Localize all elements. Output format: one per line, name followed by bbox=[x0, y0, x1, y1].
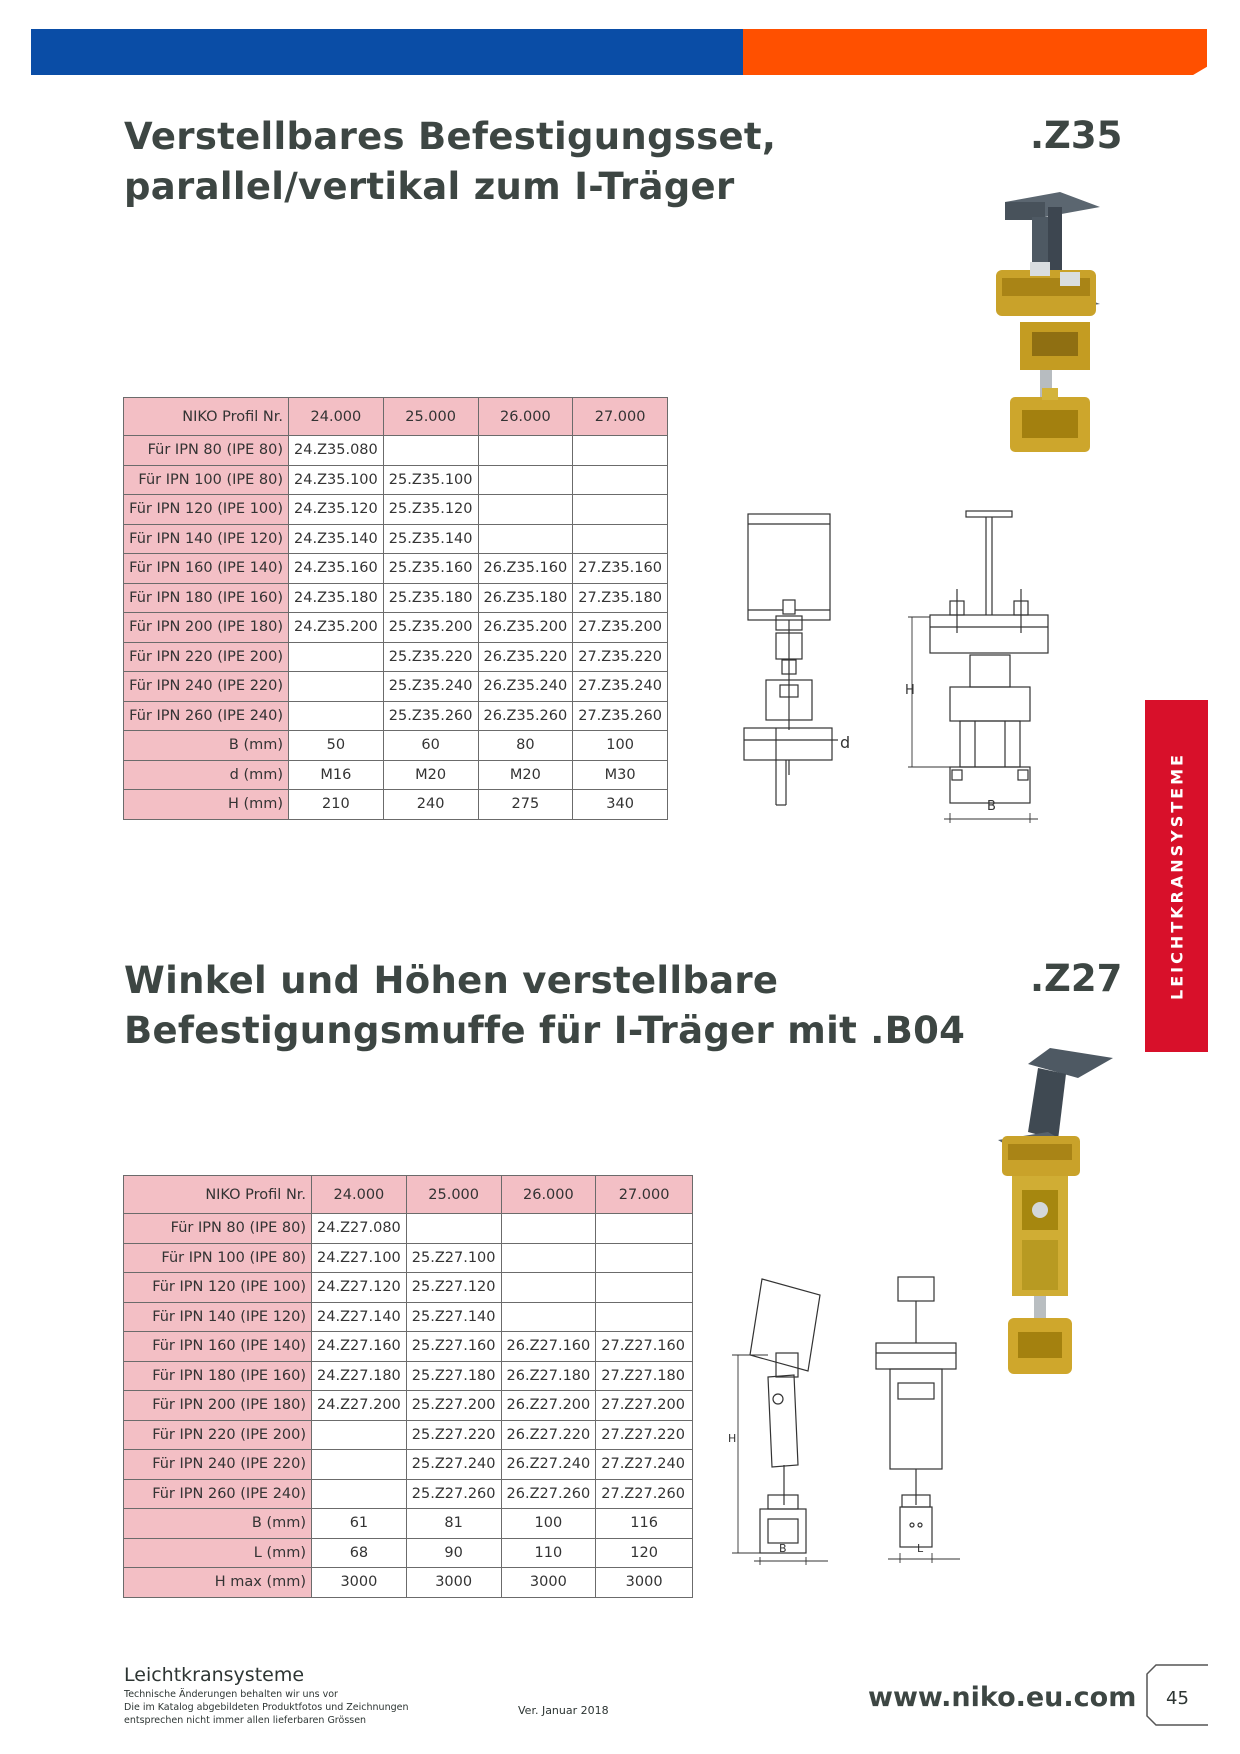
table-cell: 240 bbox=[383, 790, 478, 820]
row-label: Für IPN 260 (IPE 240) bbox=[124, 1479, 312, 1509]
table-cell: 25.Z27.160 bbox=[406, 1332, 501, 1362]
table-cell bbox=[406, 1214, 501, 1244]
table-cell: 26.Z35.160 bbox=[478, 554, 573, 584]
table-row bbox=[124, 583, 668, 613]
table-cell: 24.Z35.120 bbox=[289, 495, 384, 525]
header-band-orange bbox=[743, 29, 1207, 75]
footer-website-link[interactable]: www.niko.eu.com bbox=[868, 1682, 1137, 1713]
section1-title-line2: parallel/vertikal zum I-Träger bbox=[124, 165, 735, 208]
row-label: Für IPN 180 (IPE 160) bbox=[124, 583, 289, 613]
sidebar-tab bbox=[1145, 700, 1208, 1052]
table-cell: 27.Z35.160 bbox=[573, 554, 668, 584]
row-label: Für IPN 200 (IPE 180) bbox=[124, 1391, 312, 1421]
table-cell bbox=[289, 672, 384, 702]
drawing-label-b: B bbox=[987, 799, 996, 814]
drawing-z27-side bbox=[728, 1275, 838, 1565]
table-cell: 116 bbox=[596, 1509, 693, 1539]
table-row bbox=[124, 1332, 693, 1362]
table-cell: 26.Z27.240 bbox=[501, 1450, 596, 1480]
table-row bbox=[124, 436, 668, 466]
table-dim-row bbox=[124, 1538, 693, 1568]
table-cell bbox=[383, 436, 478, 466]
drawing-z35-side bbox=[740, 510, 855, 810]
row-label: Für IPN 160 (IPE 140) bbox=[124, 1332, 312, 1362]
table-cell: 26.Z27.200 bbox=[501, 1391, 596, 1421]
table-cell: 24.Z35.140 bbox=[289, 524, 384, 554]
section1-title bbox=[124, 112, 776, 212]
table-dim-row bbox=[124, 1509, 693, 1539]
table-cell: 27.Z27.260 bbox=[596, 1479, 693, 1509]
table-cell bbox=[478, 436, 573, 466]
footer-title: Leichtkransysteme bbox=[124, 1664, 305, 1686]
table-cell bbox=[501, 1214, 596, 1244]
table-cell: 26.000 bbox=[501, 1176, 596, 1214]
table-cell: 25.Z27.180 bbox=[406, 1361, 501, 1391]
row-label: Für IPN 200 (IPE 180) bbox=[124, 613, 289, 643]
row-label: Für IPN 240 (IPE 220) bbox=[124, 672, 289, 702]
row-label: H (mm) bbox=[124, 790, 289, 820]
table-cell: 3000 bbox=[312, 1568, 407, 1598]
table-cell: 81 bbox=[406, 1509, 501, 1539]
table-cell: 27.000 bbox=[596, 1176, 693, 1214]
table-cell: 26.Z35.260 bbox=[478, 701, 573, 731]
table-cell bbox=[596, 1302, 693, 1332]
table-cell bbox=[573, 524, 668, 554]
table-cell: 25.Z35.240 bbox=[383, 672, 478, 702]
table-cell: 26.000 bbox=[478, 398, 573, 436]
table-cell: 24.Z35.180 bbox=[289, 583, 384, 613]
table-cell: 25.Z35.200 bbox=[383, 613, 478, 643]
table-cell bbox=[312, 1420, 407, 1450]
sidebar-label: LEICHTKRANSYSTEME bbox=[1167, 752, 1186, 1000]
row-label: Für IPN 220 (IPE 200) bbox=[124, 642, 289, 672]
row-label: NIKO Profil Nr. bbox=[124, 1176, 312, 1214]
table-cell: 24.Z27.200 bbox=[312, 1391, 407, 1421]
row-label: B (mm) bbox=[124, 1509, 312, 1539]
table-row bbox=[124, 1391, 693, 1421]
row-label: Für IPN 160 (IPE 140) bbox=[124, 554, 289, 584]
table-cell: 26.Z27.180 bbox=[501, 1361, 596, 1391]
table-row bbox=[124, 1479, 693, 1509]
table-cell: 27.Z27.160 bbox=[596, 1332, 693, 1362]
table-cell bbox=[289, 642, 384, 672]
table-cell: 27.000 bbox=[573, 398, 668, 436]
table-cell: 25.Z27.120 bbox=[406, 1273, 501, 1303]
table-cell bbox=[596, 1214, 693, 1244]
table-cell: 24.Z27.160 bbox=[312, 1332, 407, 1362]
section1-title-line1: Verstellbares Befestigungsset, bbox=[124, 115, 777, 158]
table-cell: 210 bbox=[289, 790, 384, 820]
table-cell: 27.Z35.180 bbox=[573, 583, 668, 613]
row-label: Für IPN 240 (IPE 220) bbox=[124, 1450, 312, 1480]
product-photo-z27 bbox=[988, 1040, 1113, 1380]
section2-code: .Z27 bbox=[1030, 957, 1123, 1000]
table-row bbox=[124, 613, 668, 643]
row-label: d (mm) bbox=[124, 760, 289, 790]
table-cell bbox=[478, 495, 573, 525]
table-cell: 120 bbox=[596, 1538, 693, 1568]
product-photo-z35 bbox=[990, 192, 1110, 467]
table-cell bbox=[501, 1243, 596, 1273]
table-cell: M16 bbox=[289, 760, 384, 790]
table-row bbox=[124, 1273, 693, 1303]
table-cell: 25.Z27.240 bbox=[406, 1450, 501, 1480]
table-cell: 27.Z35.220 bbox=[573, 642, 668, 672]
table-cell: 25.Z35.160 bbox=[383, 554, 478, 584]
table-cell: 24.Z27.080 bbox=[312, 1214, 407, 1244]
table-header-row bbox=[124, 398, 668, 436]
row-label: Für IPN 80 (IPE 80) bbox=[124, 436, 289, 466]
table-cell: 24.000 bbox=[312, 1176, 407, 1214]
table-cell bbox=[478, 524, 573, 554]
table-cell: 60 bbox=[383, 731, 478, 761]
table-cell: 24.Z35.100 bbox=[289, 465, 384, 495]
table-cell: 50 bbox=[289, 731, 384, 761]
table-cell: 3000 bbox=[501, 1568, 596, 1598]
table-cell: M30 bbox=[573, 760, 668, 790]
table-row bbox=[124, 1361, 693, 1391]
row-label: Für IPN 100 (IPE 80) bbox=[124, 465, 289, 495]
table-cell: 25.000 bbox=[383, 398, 478, 436]
table-cell: 27.Z27.200 bbox=[596, 1391, 693, 1421]
table-cell: 24.Z27.120 bbox=[312, 1273, 407, 1303]
row-label: Für IPN 140 (IPE 120) bbox=[124, 1302, 312, 1332]
table-cell: 26.Z35.180 bbox=[478, 583, 573, 613]
table-cell bbox=[501, 1273, 596, 1303]
row-label: Für IPN 100 (IPE 80) bbox=[124, 1243, 312, 1273]
drawing-label-h: H bbox=[905, 683, 915, 698]
table-cell bbox=[596, 1273, 693, 1303]
drawing-z27-front bbox=[868, 1273, 968, 1563]
table-cell bbox=[312, 1450, 407, 1480]
table-cell: 25.Z35.100 bbox=[383, 465, 478, 495]
row-label: Für IPN 80 (IPE 80) bbox=[124, 1214, 312, 1244]
table-cell: 68 bbox=[312, 1538, 407, 1568]
table-cell: 3000 bbox=[596, 1568, 693, 1598]
row-label: Für IPN 140 (IPE 120) bbox=[124, 524, 289, 554]
table-cell: 275 bbox=[478, 790, 573, 820]
table-cell: 27.Z27.220 bbox=[596, 1420, 693, 1450]
section2-title-line2: Befestigungsmuffe für I-Träger mit .B04 bbox=[124, 1009, 966, 1052]
table-cell: 27.Z35.200 bbox=[573, 613, 668, 643]
footer-disclaimer-line2: Die im Katalog abgebildeten Produktfotos und Zeichnungen bbox=[124, 1702, 409, 1713]
section1-code: .Z35 bbox=[1030, 114, 1123, 157]
footer-version: Ver. Januar 2018 bbox=[518, 1704, 609, 1717]
table-cell: 24.Z35.200 bbox=[289, 613, 384, 643]
table-cell: 25.000 bbox=[406, 1176, 501, 1214]
table-cell: 90 bbox=[406, 1538, 501, 1568]
table-cell: 24.000 bbox=[289, 398, 384, 436]
table-row bbox=[124, 701, 668, 731]
table-cell: 25.Z35.220 bbox=[383, 642, 478, 672]
table-cell: M20 bbox=[478, 760, 573, 790]
drawing2-label-h: H bbox=[728, 1432, 737, 1445]
table-row bbox=[124, 672, 668, 702]
row-label: H max (mm) bbox=[124, 1568, 312, 1598]
table-cell bbox=[573, 465, 668, 495]
table-cell: 26.Z35.200 bbox=[478, 613, 573, 643]
table-cell: 27.Z35.240 bbox=[573, 672, 668, 702]
table-cell: 26.Z27.220 bbox=[501, 1420, 596, 1450]
table-cell bbox=[596, 1243, 693, 1273]
drawing-z35-front bbox=[908, 505, 1073, 830]
table-cell: 3000 bbox=[406, 1568, 501, 1598]
drawing2-label-l: L bbox=[917, 1542, 924, 1555]
footer-disclaimer-line3: entsprechen nicht immer allen lieferbaren Grössen bbox=[124, 1715, 367, 1726]
table-row bbox=[124, 465, 668, 495]
table-cell: 25.Z27.260 bbox=[406, 1479, 501, 1509]
table-dim-row bbox=[124, 790, 668, 820]
header-band-blue bbox=[31, 29, 743, 75]
page-number: 45 bbox=[1166, 1688, 1189, 1709]
table-cell: 25.Z35.120 bbox=[383, 495, 478, 525]
section2-title-line1: Winkel und Höhen verstellbare bbox=[124, 959, 779, 1002]
table-cell: 100 bbox=[573, 731, 668, 761]
table-cell: 100 bbox=[501, 1509, 596, 1539]
table-cell: 26.Z35.220 bbox=[478, 642, 573, 672]
section2-title bbox=[124, 956, 965, 1056]
section2-spec-table bbox=[123, 1175, 693, 1598]
table-cell: 26.Z35.240 bbox=[478, 672, 573, 702]
table-cell bbox=[573, 495, 668, 525]
footer-disclaimer-line1: Technische Änderungen behalten wir uns vor bbox=[124, 1689, 338, 1700]
section1-spec-table bbox=[123, 397, 668, 820]
table-cell: 110 bbox=[501, 1538, 596, 1568]
table-cell: 24.Z27.180 bbox=[312, 1361, 407, 1391]
table-cell bbox=[501, 1302, 596, 1332]
table-cell: 26.Z27.260 bbox=[501, 1479, 596, 1509]
table-row bbox=[124, 642, 668, 672]
table-cell: 26.Z27.160 bbox=[501, 1332, 596, 1362]
table-cell bbox=[573, 436, 668, 466]
table-cell: 25.Z27.220 bbox=[406, 1420, 501, 1450]
row-label: Für IPN 180 (IPE 160) bbox=[124, 1361, 312, 1391]
table-cell: 25.Z35.180 bbox=[383, 583, 478, 613]
table-cell: 27.Z27.180 bbox=[596, 1361, 693, 1391]
table-row bbox=[124, 1243, 693, 1273]
table-row bbox=[124, 554, 668, 584]
table-header-row bbox=[124, 1176, 693, 1214]
table-cell: 80 bbox=[478, 731, 573, 761]
row-label: NIKO Profil Nr. bbox=[124, 398, 289, 436]
table-cell: 25.Z27.100 bbox=[406, 1243, 501, 1273]
row-label: Für IPN 120 (IPE 100) bbox=[124, 1273, 312, 1303]
row-label: Für IPN 120 (IPE 100) bbox=[124, 495, 289, 525]
table-cell: 340 bbox=[573, 790, 668, 820]
table-cell bbox=[289, 701, 384, 731]
table-cell: 24.Z27.140 bbox=[312, 1302, 407, 1332]
table-cell: 25.Z27.200 bbox=[406, 1391, 501, 1421]
table-cell: 24.Z35.080 bbox=[289, 436, 384, 466]
table-row bbox=[124, 1302, 693, 1332]
table-cell: 25.Z35.140 bbox=[383, 524, 478, 554]
table-cell: 27.Z27.240 bbox=[596, 1450, 693, 1480]
table-row bbox=[124, 1450, 693, 1480]
table-cell bbox=[478, 465, 573, 495]
table-cell: 27.Z35.260 bbox=[573, 701, 668, 731]
table-row bbox=[124, 495, 668, 525]
row-label: B (mm) bbox=[124, 731, 289, 761]
footer-disclaimer bbox=[124, 1688, 409, 1727]
row-label: L (mm) bbox=[124, 1538, 312, 1568]
table-row bbox=[124, 1420, 693, 1450]
drawing-label-d: d bbox=[840, 733, 851, 752]
table-cell bbox=[312, 1479, 407, 1509]
table-dim-row bbox=[124, 760, 668, 790]
table-cell: 24.Z27.100 bbox=[312, 1243, 407, 1273]
row-label: Für IPN 220 (IPE 200) bbox=[124, 1420, 312, 1450]
row-label: Für IPN 260 (IPE 240) bbox=[124, 701, 289, 731]
table-dim-row bbox=[124, 1568, 693, 1598]
drawing2-label-b: B bbox=[779, 1542, 787, 1555]
table-row bbox=[124, 524, 668, 554]
table-cell: M20 bbox=[383, 760, 478, 790]
table-row bbox=[124, 1214, 693, 1244]
table-cell: 25.Z35.260 bbox=[383, 701, 478, 731]
table-cell: 61 bbox=[312, 1509, 407, 1539]
table-dim-row bbox=[124, 731, 668, 761]
table-cell: 25.Z27.140 bbox=[406, 1302, 501, 1332]
table-cell: 24.Z35.160 bbox=[289, 554, 384, 584]
